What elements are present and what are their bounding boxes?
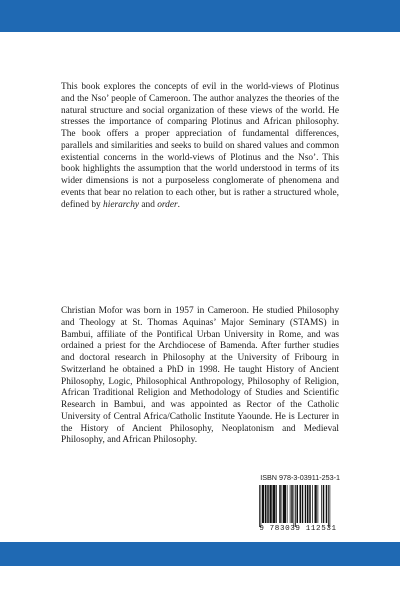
barcode-bar [267,485,269,523]
barcode-bar [290,485,291,523]
barcode-bar [279,485,281,523]
barcode-bar [326,485,328,523]
book-description-connector: and [141,199,155,210]
author-biography: Christian Mofor was born in 1957 in Cameroon. He studied Philosophy and Theology at St. Thomas Aquinas’ Major Seminary (STAMS) in Bambui, affiliate of the Pontifical Urban University in Rome, and was ordained a priest for the Archdiocese of Bamenda. After further studies and doctoral research in Philosophy at the University of Fribourg in Switzerland he obtained a PhD in 1998. He taught History of Ancient Philosophy, Logic, Philosophical Anthropology, Philosophy of Religion, African Traditional Religion and Methodology of Studies and Scientific Research in Bambui, and was appointed as Rector of the Catholic University of Central Africa/Catholic Institute Yaounde. He is Lecturer in the History of Ancient Philosophy, Neoplatonism and Medieval Philosophy, and African Philosophy. [61,306,339,446]
emphasis-hierarchy: hierarchy [103,199,140,210]
barcode-bar [312,485,313,523]
barcode-bar [287,485,288,523]
bottom-color-band [0,542,400,566]
barcode-bar [330,485,331,527]
isbn-label: ISBN 978-3-03911-253-1 [260,473,340,482]
barcode-bar [273,485,276,523]
barcode-bar [323,485,325,523]
barcode-bar [315,485,317,523]
barcode-bar [307,485,309,523]
barcode-bar [270,485,272,523]
barcode-bar [265,485,267,523]
barcode-bar [302,485,304,523]
barcode-bar [297,485,299,523]
barcode-bar [259,485,260,527]
barcode-bar [318,485,319,523]
barcode-bar [321,485,322,523]
barcode-bar [262,485,264,523]
emphasis-order: order [157,199,178,210]
book-description-text: This book explores the concepts of evil in the world-views of Plotinus and the Nso’ people of Cameroon. The author analyzes the theories of the natural structure and social organization of these views of the world. He stresses the importance of comparing Plotinus and African philosophy. The book offers a proper appreciation of fundamental differences, parallels and similarities and seeks to build on shared values and common existential concerns in the world-views of Plotinus and the Nso’. This book highlights the assumption that the world understood in terms of its wider dimensions is not a purposeless conglomerate of phenomena and events that bear no relation to each other, but is rather a structured whole, defined by [61,82,339,210]
barcode-bar [282,485,283,523]
barcode-bar [295,485,296,527]
book-description [61,82,339,211]
barcode [255,485,341,535]
barcode-bar [291,485,293,523]
barcode-bar [305,485,307,523]
top-color-band [0,0,400,32]
barcode-bar [261,485,262,527]
barcode-bar [309,485,311,523]
barcode-bar [294,485,295,527]
book-description-end: . [177,199,180,210]
barcode-digits: 9 783039 112531 [259,525,337,533]
barcode-bar [328,485,329,527]
barcode-bar [276,485,277,523]
barcode-bar [283,485,286,523]
barcode-bars [255,485,341,527]
barcode-bar [300,485,302,523]
